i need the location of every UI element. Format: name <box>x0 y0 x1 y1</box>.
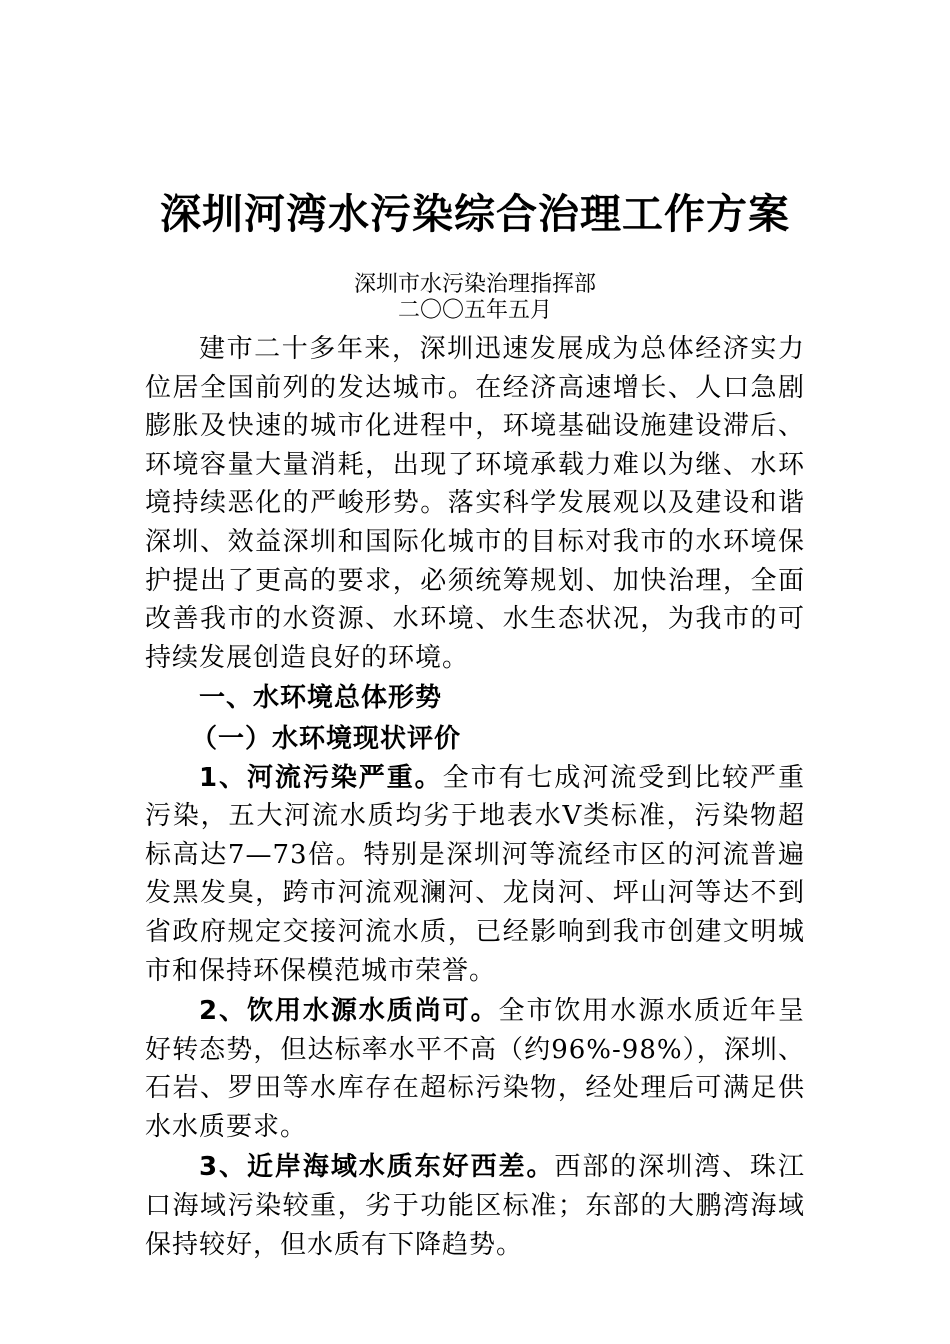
paragraph-lead: 2、饮用水源水质尚可。 <box>199 996 499 1027</box>
numbered-paragraph-2 <box>145 992 805 1146</box>
paragraph-lead: 3、近岸海域水质东好西差。 <box>199 1152 555 1183</box>
issue-date: 二〇〇五年五月 <box>397 298 552 323</box>
issuing-organization: 深圳市水污染治理指挥部 <box>353 272 596 297</box>
numbered-paragraph-1 <box>145 759 805 991</box>
subsection-heading: （一）水环境现状评价 <box>191 723 462 754</box>
numbered-paragraph-3 <box>145 1148 805 1264</box>
document-title: 深圳河湾水污染综合治理工作方案 <box>160 190 790 238</box>
paragraph-text: 全市饮用水源水质近年呈好转态势，但达标率水平不高（约96%-98%），深圳、石岩、罗田等水库存在超标污染物，经处理后可满足供水水质要求。 <box>145 996 805 1142</box>
paragraph-text: 西部的深圳湾、珠江口海域污染较重，劣于功能区标准；东部的大鹏湾海域保持较好，但水质有下降趋势。 <box>145 1152 805 1260</box>
paragraph-lead: 1、河流污染严重。 <box>199 762 443 793</box>
paragraph-text: 全市有七成河流受到比较严重污染，五大河流水质均劣于地表水Ⅴ类标准，污染物超标高达7—73倍。特别是深圳河等流经市区的河流普遍发黑发臭，跨市河流观澜河、龙岗河、坪山河等达不到省政府规定交接河流水质，已经影响到我市创建文明城市和保持环保模范城市荣誉。 <box>145 762 805 986</box>
intro-paragraph: 建市二十多年来，深圳迅速发展成为总体经济实力位居全国前列的发达城市。在经济高速增长、人口急剧膨胀及快速的城市化进程中，环境基础设施建设滞后、环境容量大量消耗，出现了环境承载力难以为继、水环境持续恶化的严峻形势。落实科学发展观以及建设和谐深圳、效益深圳和国际化城市的目标对我市的水环境保护提出了更高的要求，必须统筹规划、加快治理，全面改善我市的水资源、水环境、水生态状况，为我市的可持续发展创造良好的环境。 <box>145 334 805 673</box>
document-body <box>145 330 805 1264</box>
section-heading: 一、水环境总体形势 <box>199 683 443 714</box>
